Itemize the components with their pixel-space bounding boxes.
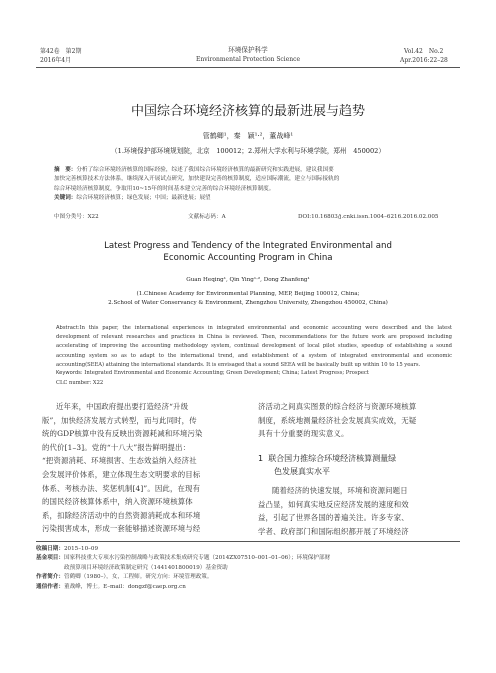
body-left-line: 统的GDP核算中没有反映出资源耗减和环境污染 <box>42 429 203 439</box>
body-left-line: 体系、考核办法、奖惩机制[4]”。因此，在现有 <box>42 483 201 493</box>
authors-en: Guan Heqing¹, Qin Ying¹·², Dong Zhanfeng¹ <box>186 277 310 283</box>
clc-cn: 中图分类号：X22 <box>54 214 99 220</box>
body-left-line: 系，扣除经济活动中的自然资源消耗成本和环境 <box>42 510 201 520</box>
header-journal-cn: 环境保护科学 <box>228 46 268 54</box>
footnote-author: 作者简介：管鹤卿（1980–），女，工程师。研究方向：环境管理政策。 <box>36 574 213 581</box>
body-left-line: 会发展评价体系，建立体现生态文明要求的目标 <box>42 469 201 479</box>
abstract-cn <box>54 166 454 204</box>
abstract-en-text: In this paper, the international experiences in integrated environmental and economic accounting were described and the latest development of relevant researches and practices in China is reviewed. Then, recommendations for the future work are proposed including accelerating of improving the accounting methodology system, continual development of local pilot studies, speedup of establishing a sound accounting system so as to adapt to the international trend, and establishment of a system of integrated environmental and economic accounting(SEEA) attaining the international standards. It is envisaged that a sound SEEA will be basically built up within 10 to 15 years. <box>56 325 452 368</box>
body-left-line: 近年来，中国政府提出要打造经济“升级 <box>56 402 189 411</box>
title-cn: 中国综合环境经济核算的最新进展与趋势 <box>130 104 365 119</box>
abstract-cn-label: 摘 要： <box>54 167 77 173</box>
footnote-funding-cont: 政预算项目环境经济政策制定研究（1441401800019）基金资助 <box>64 564 228 571</box>
keywords-cn-label: 关键词： <box>54 195 77 202</box>
body-left-line: “把资源消耗、环境损害、生态效益纳入经济社 <box>42 456 197 466</box>
keywords-cn-text: 综合环境经济核算；绿色发展；中国；最新进展；展望 <box>76 195 211 202</box>
footnotes <box>36 545 466 592</box>
affiliations-cn: （1.环境保护部环境规划院，北京 100012；2.郑州大学水利与环境学院，郑州 450002） <box>111 147 385 155</box>
abstract-cn-line3: 综合环境经济核算制度，争取用10~15年的时间基本建立完善的综合环境经济核算制度。 <box>54 185 275 192</box>
authors-cn: 管鹤卿¹，秦 颖¹·²，董战峰¹ <box>202 132 294 140</box>
keywords-en-text: Integrated Environmental and Economic Accounting; Green Development; China; Latest Progress; Prospect <box>84 370 369 376</box>
body-right-line: 制度，系统地测量经济社会发展真实成效，无疑 <box>258 415 417 425</box>
header-date-en: Apr.2016:22–28 <box>400 57 448 64</box>
clc-en: CLC number: X22 <box>56 380 104 386</box>
body-left-line: 版”，加快经济发展方式转型，而与此同时，传 <box>42 415 197 425</box>
keywords-en <box>56 369 452 378</box>
abstract-en <box>56 324 452 370</box>
header-volume-en: Vol.42 No.2 <box>404 48 444 55</box>
body-right-line: 具有十分重要的现实意义。 <box>258 429 349 439</box>
body-left-line: 污染损害成本，形成一套能够描述资源环境与经 <box>42 524 201 534</box>
footnote-rule <box>36 541 460 542</box>
section-1-line: 益，引起了世界各国的普遍关注。许多专家、 <box>258 513 409 523</box>
header-volume-cn: 第42卷 第2期 <box>40 48 82 55</box>
affiliations-en-2: 2.School of Water Conservancy & Environment, Zhengzhou University, Zhengzhou 450002, China) <box>108 300 388 306</box>
abstract-cn-line1: 分析了综合环境经济核算的国际经验，综述了我国综合环境经济核算的最新研究和实践进展，建议我国要 <box>76 167 334 173</box>
footnote-correspondence: 通信作者：董战峰，博士。E–mail：dongzf@caep.org.cn <box>36 583 186 590</box>
body-left-line: 的代价[1–3]。党的“十八大”报告鲜明提出： <box>42 442 191 452</box>
body-left-line: 的国民经济核算体系中，纳入资源环境核算体 <box>42 497 193 507</box>
header-journal-en: Environmental Protection Science <box>195 56 301 63</box>
section-1-heading <box>258 452 462 478</box>
section-1-line: 随着经济的快速发展，环境和资源问题日 <box>272 486 408 495</box>
body-right-line: 济活动之间真实图景的综合经济与资源环境核算 <box>258 402 417 411</box>
footnote-received: 收稿日期：2015–10–09 <box>36 546 99 552</box>
affiliations-en-1: (1.Chinese Academy for Environmental Planning, MEP, Beijing 100012, China; <box>136 291 360 297</box>
keywords-en-label: Keywords: <box>56 370 83 376</box>
section-1-title-line2: 色发展真实水平 <box>274 467 330 476</box>
header-date-cn: 2016年4月 <box>40 57 72 64</box>
footnote-funding: 基金项目：国家科技重大专项水污染控制战略与政策技术集成研究专题（2014ZX07510–001–01–06）；环境保护部财 <box>36 555 331 562</box>
header-rule <box>36 67 460 68</box>
body-left-column <box>42 400 246 536</box>
section-1-line: 益凸显，如何真实地反应经济发展的速度和效 <box>258 499 409 509</box>
doc-code-cn: 文献标志码：A <box>188 214 226 220</box>
section-1-body <box>258 484 462 538</box>
title-en: Latest Progress and Tendency of the Integrated Environmental and Economic Accounting Program in China <box>104 241 392 263</box>
section-1-title-line1: 联合国力推综合环境经济核算测量绿 <box>268 454 397 463</box>
section-1-number: 1 <box>258 454 264 463</box>
section-1-line: 学者、政府部门和国际组织都开展了环境经济 <box>258 526 409 536</box>
doi: DOI:10.16803/j.cnki.issn.1004–6216.2016.02.005 <box>298 214 439 220</box>
abstract-en-label: Abstract: <box>56 325 80 331</box>
body-right-column <box>258 400 462 441</box>
abstract-cn-line2: 加快完善核算技术方法体系，继续深入开展试点研究，加快建设完善的核算制度，适应国际潮流，建立与国际接轨的 <box>54 176 340 183</box>
